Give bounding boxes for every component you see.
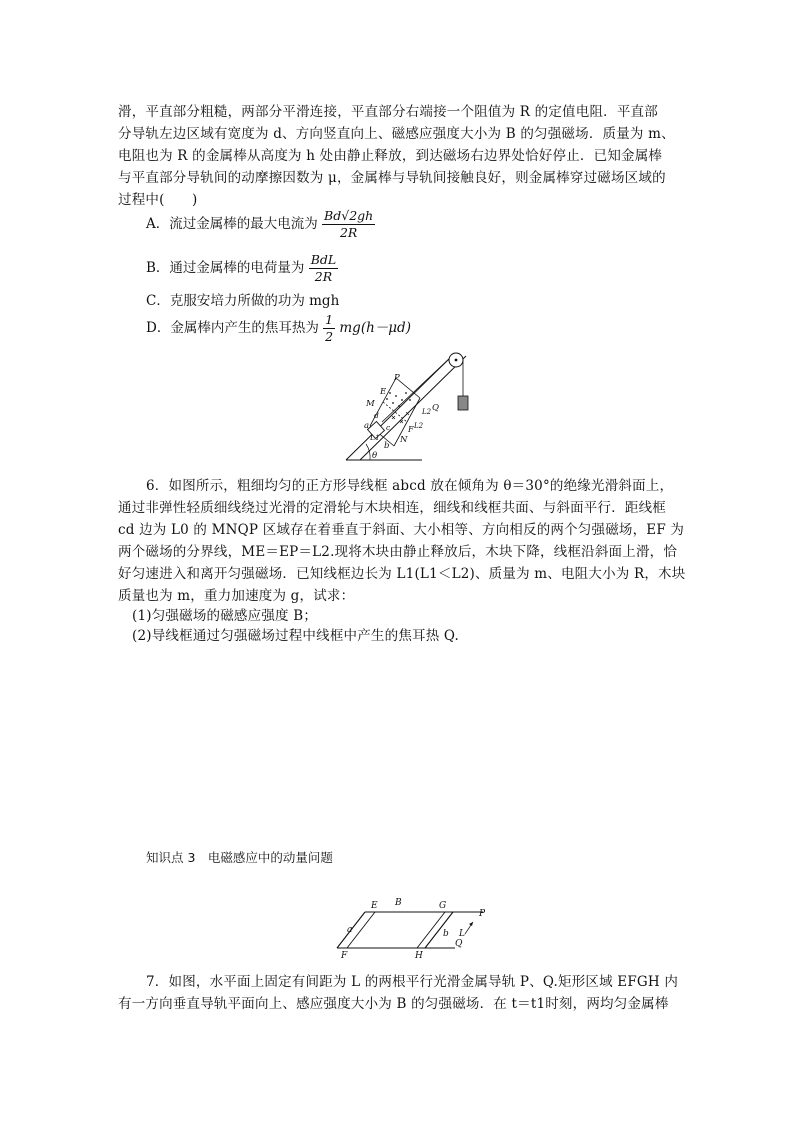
option-d-text: D．金属棒内产生的焦耳热为 [146,320,319,336]
option-b-numerator: BdL [310,252,337,267]
option-a [146,208,375,241]
fig1-label-theta: θ [372,451,378,461]
intro-line-1: 滑，平直部分粗糙，两部分平滑连接，平直部分右端接一个阻值为 R 的定值电阻．平直部 [118,104,658,120]
q6-line-2: 通过非弹性轻质细线绕过光滑的定滑轮与木块相连，细线和线框共面、与斜面平行．距线框 [118,500,666,516]
rails-figure [335,896,495,958]
option-b-text: B．通过金属棒的电荷量为 [146,260,305,276]
fig1-label-l2-lower: L2 [414,422,424,430]
q6-sub-1: (1)匀强磁场的磁感应强度 B； [132,608,318,624]
intro-line-4: 与平直部分导轨间的动摩擦因数为 μ，金属棒与导轨间接触良好，则金属棒穿过磁场区域的 [118,170,666,186]
option-b-denominator: 2R [314,269,333,284]
fig2-label-g: G [439,901,447,911]
option-d-denominator: 2 [325,329,334,344]
fig2-label-p: P [479,909,486,919]
q6-line-3: cd 边为 L0 的 MNQP 区域存在着垂直于斜面、大小相等、方向相反的两个匀强磁场，EF 为 [118,522,685,538]
fig1-label-p: P [394,373,400,383]
q6-line-4: 两个磁场的分界线，ME＝EP＝L2.现将木块由静止释放后，木块下降，线框沿斜面上滑，恰 [118,544,678,560]
option-a-text: A．流过金属棒的最大电流为 [146,216,318,232]
fig2-label-e: E [371,901,378,911]
fig1-label-q: Q [432,403,439,413]
fig1-label-b: b [384,441,390,451]
q6-sub-2: (2)导线框通过匀强磁场过程中线框中产生的焦耳热 Q. [132,628,459,644]
option-a-numerator: Bd√2gh [324,208,374,223]
fig1-label-a: a [364,421,370,431]
fig2-label-l: L [459,929,465,939]
fig2-label-b-field: B [395,898,402,908]
fig1-label-m: M [366,399,375,409]
intro-line-2: 分导轨左边区域有宽度为 d、方向竖直向上、磁感应强度大小为 B 的匀强磁场．质量为 m、 [118,126,675,142]
fig1-label-e: E [380,387,387,397]
fig2-label-a: a [347,925,353,935]
fig2-label-f: F [341,951,348,958]
fig2-label-q: Q [455,939,463,949]
fig2-label-b: b [443,929,449,939]
q6-line-5: 好匀速进入和离开匀强磁场．已知线框边长为 L1(L1＜L2)、质量为 m、电阻大小为 R，木块 [118,566,686,582]
option-b-fraction [309,252,339,285]
option-a-fraction [322,208,375,241]
intro-line-5: 过程中( ) [118,192,198,208]
incline-figure [340,348,480,466]
fig1-label-l1: L1 [370,433,380,442]
option-a-denominator: 2R [339,225,358,240]
fig1-label-c: c [386,423,391,432]
section-heading: 知识点 3 电磁感应中的动量问题 [146,850,333,865]
q6-line-1: 6．如图所示，粗细均匀的正方形导线框 abcd 放在倾角为 θ＝30°的绝缘光滑斜面上， [146,478,674,494]
option-d-expression: mg(h－μd) [339,320,411,336]
option-c: C．克服安培力所做的功为 mgh [146,293,340,309]
fig1-label-n: N [400,435,408,445]
fig1-label-d: d [374,411,379,420]
option-d-fraction [323,312,335,345]
fig1-label-f: F [408,425,414,434]
q7-line-2: 有一方向垂直导轨平面向上、感应强度大小为 B 的匀强磁场．在 t＝t1时刻，两均匀金属棒 [118,996,669,1012]
fig2-label-h: H [415,951,423,958]
option-d-numerator: 1 [325,312,334,327]
intro-line-3: 电阻也为 R 的金属棒从高度为 h 处由静止释放，到达磁场右边界处恰好停止．已知金属棒 [118,148,663,164]
q6-line-6: 质量也为 m，重力加速度为 g，试求： [118,588,355,604]
q7-line-1: 7．如图，水平面上固定有间距为 L 的两根平行光滑金属导轨 P、Q.矩形区域 EFGH 内 [146,974,679,990]
option-b [146,252,338,285]
option-d [146,312,411,345]
fig1-label-l2-upper: L2 [422,408,432,416]
